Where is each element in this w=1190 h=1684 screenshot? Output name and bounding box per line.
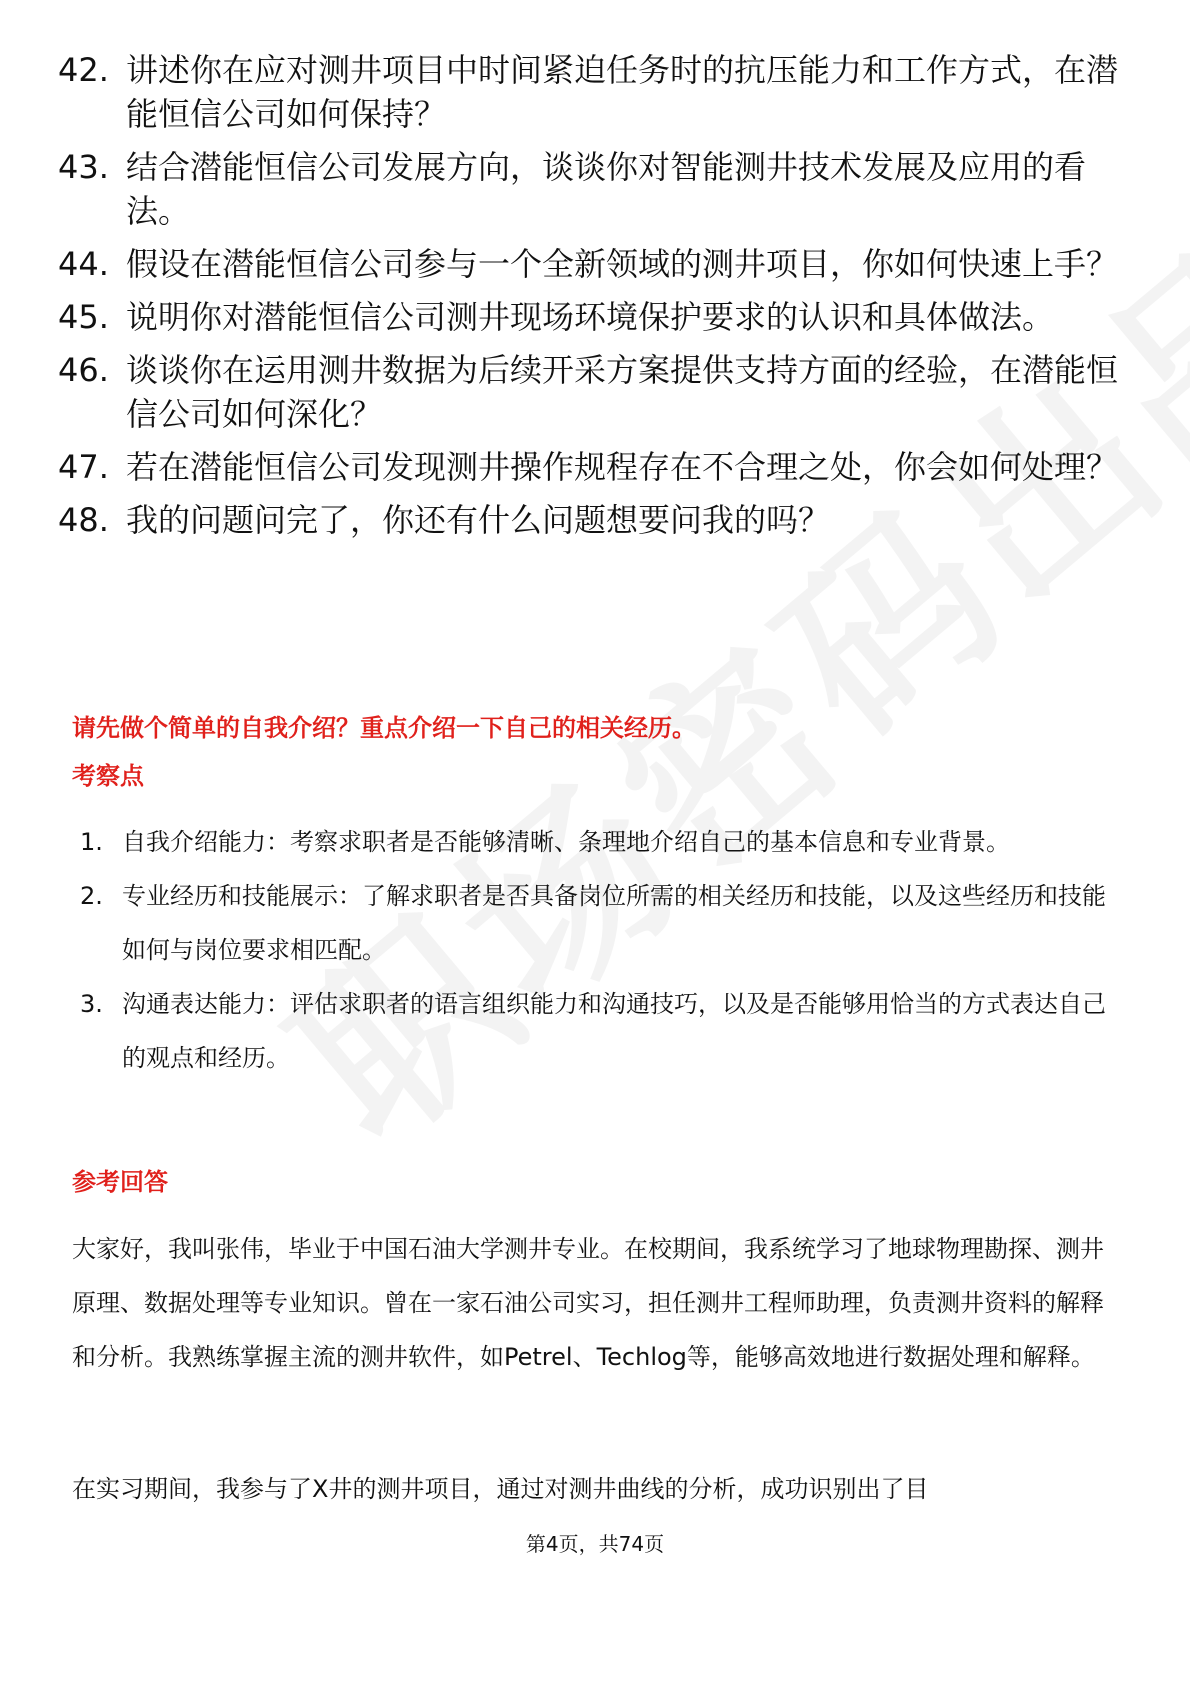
- list-item-text: 沟通表达能力：评估求职者的语言组织能力和沟通技巧，以及是否能够用恰当的方式表达自己的观点和经历。: [122, 990, 1106, 1072]
- list-item-number: 3.: [80, 990, 103, 1018]
- page-footer: 第4页，共74页: [525, 1532, 665, 1556]
- list-item-number: 1.: [80, 828, 103, 856]
- question-number: 45.: [58, 298, 109, 336]
- answer-paragraph: 大家好，我叫张伟，毕业于中国石油大学测井专业。在校期间，我系统学习了地球物理勘探、测井原理、数据处理等专业知识。曾在一家石油公司实习，担任测井工程师助理，负责测井资料的解释和分析。我熟练掌握主流的测井软件，如Petrel、Techlog等，能够高效地进行数据处理和解释。: [72, 1235, 1104, 1371]
- question-text: 说明你对潜能恒信公司测井现场环境保护要求的认识和具体做法。: [126, 298, 1055, 336]
- points-list: [80, 815, 1120, 1085]
- question-item: [58, 48, 1138, 136]
- question-number: 47.: [58, 448, 109, 486]
- answer-paragraph: 在实习期间，我参与了X井的测井项目，通过对测井曲线的分析，成功识别出了目: [72, 1475, 929, 1503]
- section-heading-points: 考察点: [72, 762, 144, 790]
- question-number: 42.: [58, 51, 109, 89]
- question-number: 48.: [58, 501, 109, 539]
- question-text: 谈谈你在运用测井数据为后续开采方案提供支持方面的经验，在潜能恒信公司如何深化？: [126, 351, 1119, 433]
- question-item: [58, 242, 1138, 286]
- question-list: [58, 48, 1138, 551]
- list-item: [80, 977, 1120, 1085]
- list-item-number: 2.: [80, 882, 103, 910]
- question-number: 44.: [58, 245, 109, 283]
- highlight-question: 请先做个简单的自我介绍？重点介绍一下自己的相关经历。: [72, 714, 696, 742]
- question-text: 若在潜能恒信公司发现测井操作规程存在不合理之处，你会如何处理？: [126, 448, 1119, 486]
- question-item: [58, 498, 1138, 542]
- question-item: [58, 445, 1138, 489]
- question-item: [58, 295, 1138, 339]
- question-item: [58, 145, 1138, 233]
- question-number: 46.: [58, 351, 109, 389]
- question-text: 讲述你在应对测井项目中时间紧迫任务时的抗压能力和工作方式，在潜能恒信公司如何保持？: [126, 51, 1119, 133]
- question-number: 43.: [58, 148, 109, 186]
- list-item: [80, 815, 1120, 869]
- question-text: 我的问题问完了，你还有什么问题想要问我的吗？: [126, 501, 831, 539]
- section-heading-answer: 参考回答: [72, 1168, 168, 1196]
- list-item-text: 自我介绍能力：考察求职者是否能够清晰、条理地介绍自己的基本信息和专业背景。: [122, 828, 1010, 856]
- list-item: [80, 869, 1120, 977]
- question-text: 假设在潜能恒信公司参与一个全新领域的测井项目，你如何快速上手？: [126, 245, 1119, 283]
- list-item-text: 专业经历和技能展示：了解求职者是否具备岗位所需的相关经历和技能，以及这些经历和技能如何与岗位要求相匹配。: [122, 882, 1106, 964]
- question-item: [58, 348, 1138, 436]
- question-text: 结合潜能恒信公司发展方向，谈谈你对智能测井技术发展及应用的看法。: [126, 148, 1087, 230]
